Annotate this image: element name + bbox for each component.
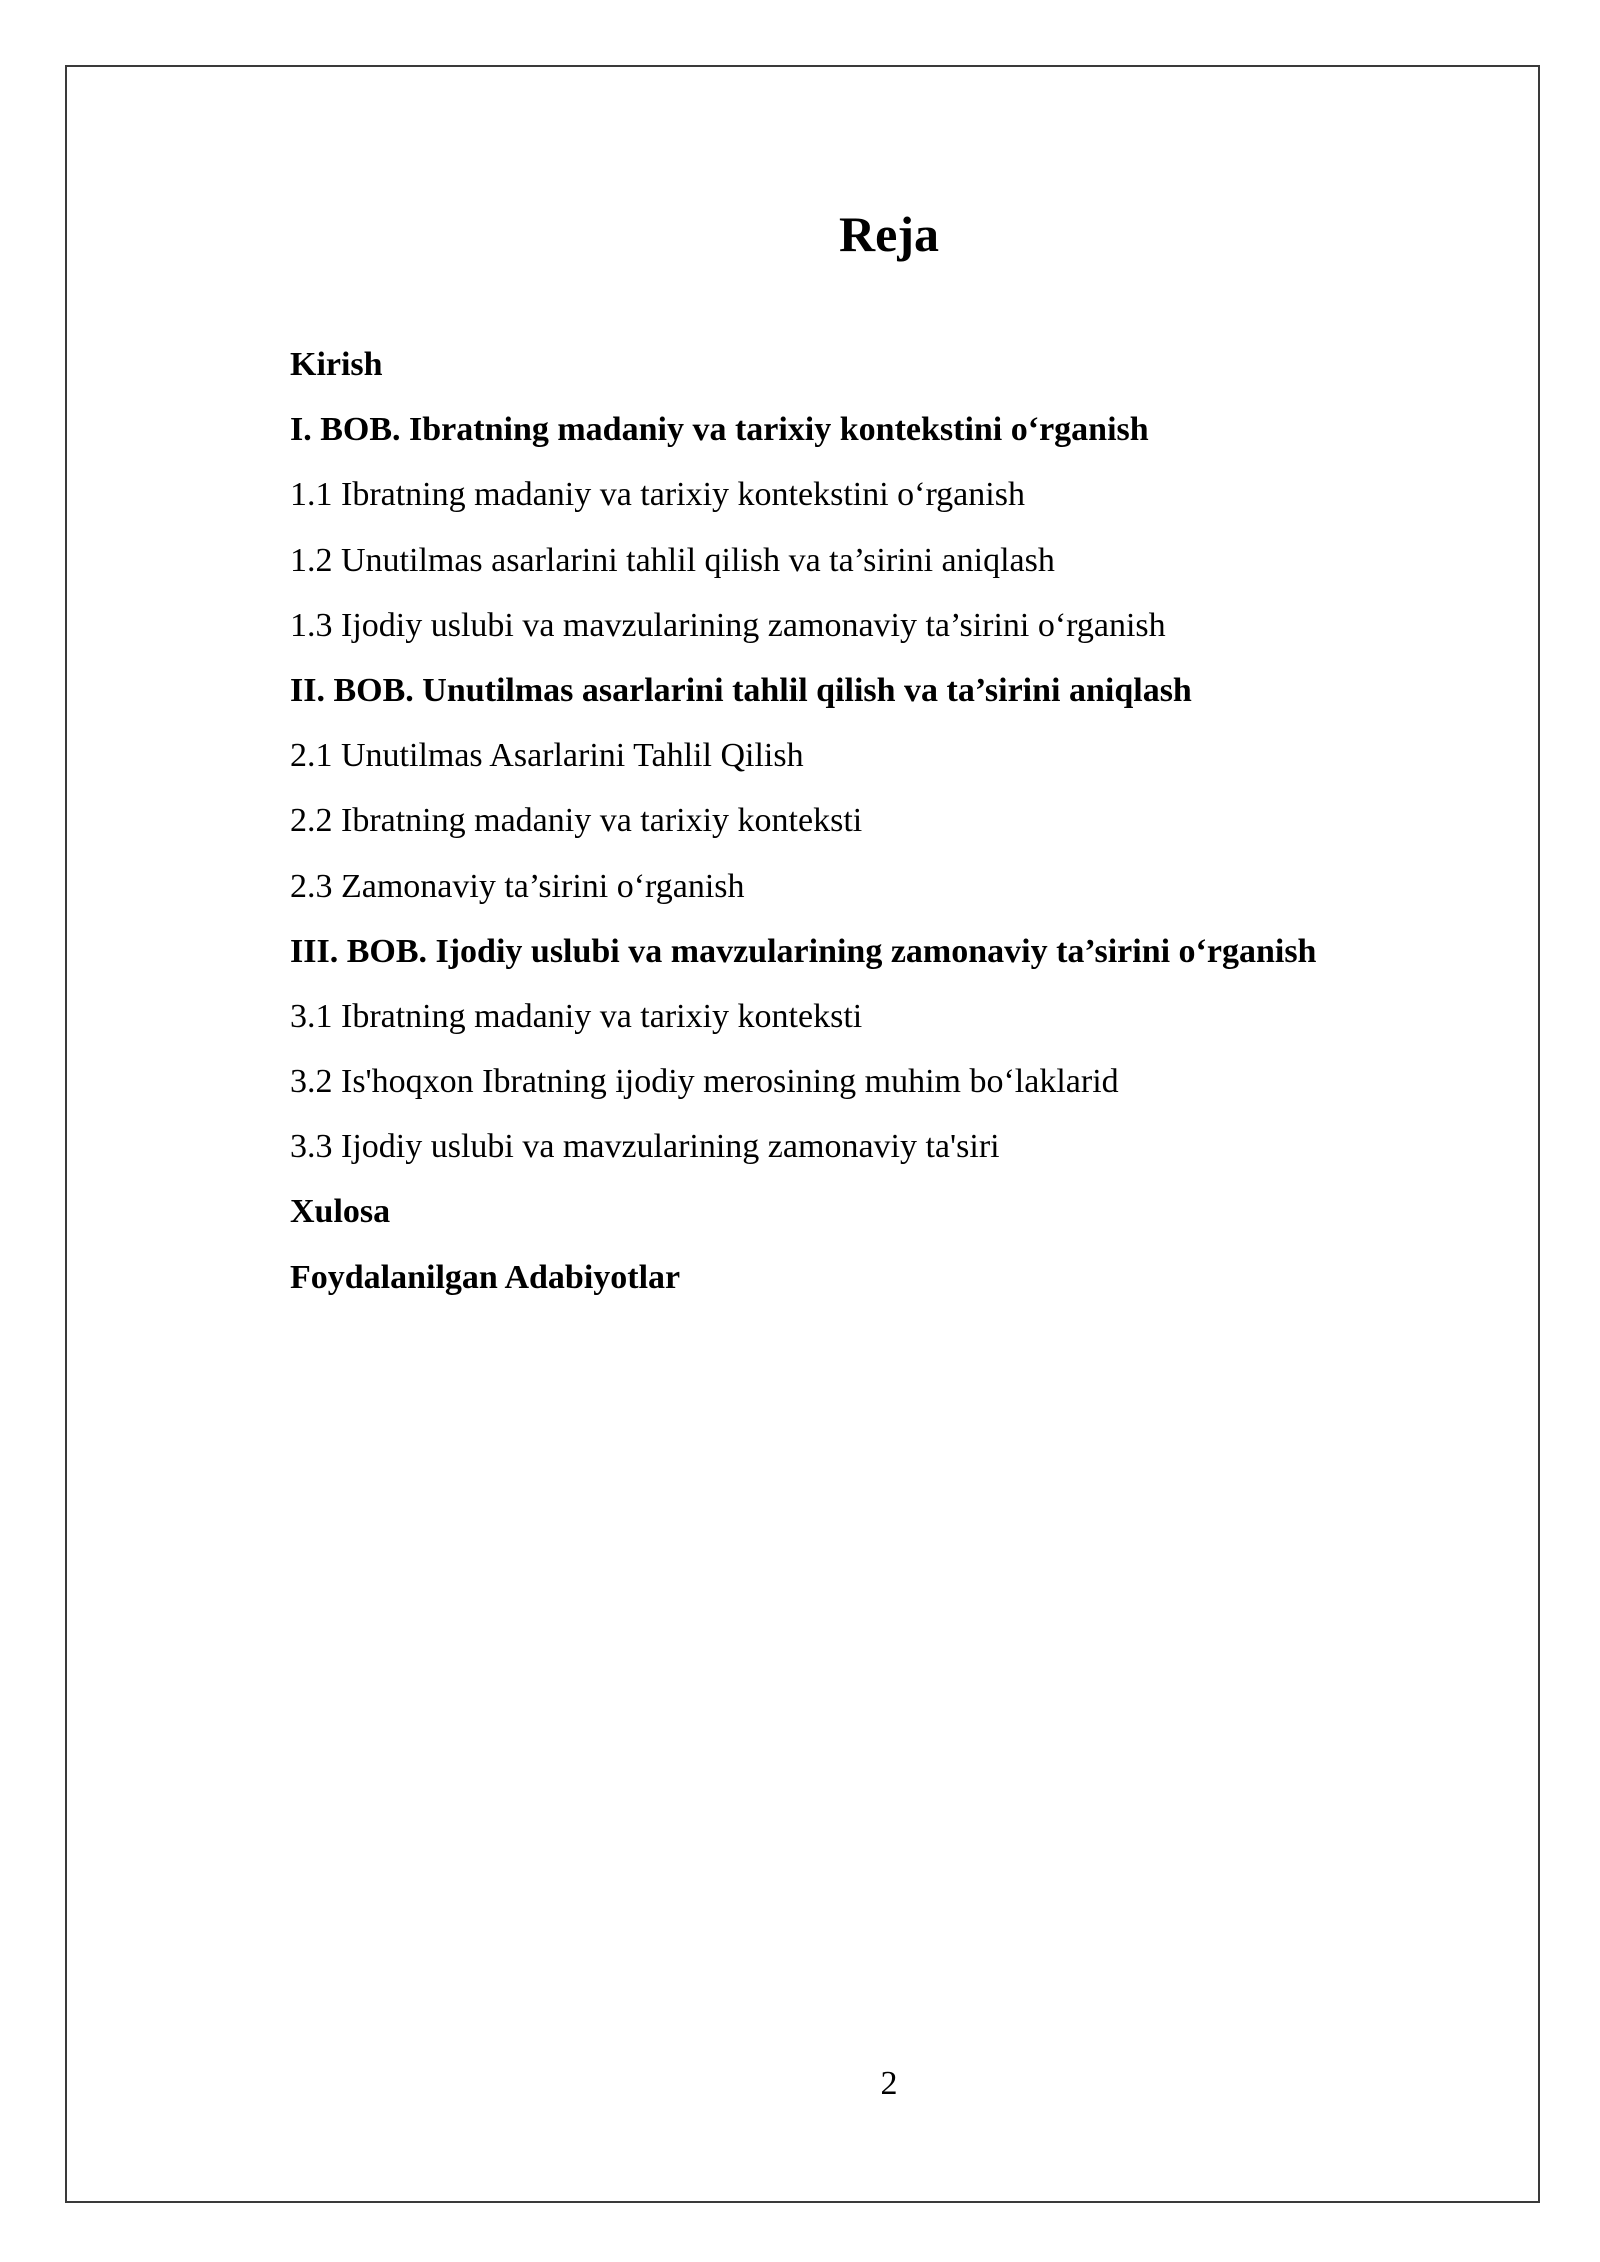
table-of-contents (290, 332, 1490, 1310)
toc-item: 2.3 Zamonaviy ta’sirini o‘rganish (290, 867, 745, 905)
page-number: 2 (880, 2065, 898, 2102)
toc-item: 3.1 Ibratning madaniy va tarixiy konteksti (290, 997, 863, 1035)
toc-item: II. BOB. Unutilmas asarlarini tahlil qilish va ta’sirini aniqlash (290, 671, 1192, 709)
page-title: Reja (839, 206, 939, 262)
toc-item: 2.1 Unutilmas Asarlarini Tahlil Qilish (290, 737, 804, 775)
toc-item: Foydalanilgan Adabiyotlar (290, 1258, 681, 1296)
toc-item: Kirish (290, 346, 383, 383)
toc-item: Xulosa (290, 1193, 391, 1231)
toc-item: 3.2 Is'hoqxon Ibratning ijodiy merosining muhim bo‘laklarid (290, 1063, 1119, 1101)
toc-item: 1.1 Ibratning madaniy va tarixiy kontekstini o‘rganish (290, 476, 1025, 514)
toc-item: 1.2 Unutilmas asarlarini tahlil qilish va ta’sirini aniqlash (290, 541, 1055, 579)
toc-item: 1.3 Ijodiy uslubi va mavzularining zamonaviy ta’sirini o‘rganish (290, 606, 1166, 644)
toc-item: 3.3 Ijodiy uslubi va mavzularining zamonaviy ta'siri (290, 1128, 1000, 1166)
toc-item: III. BOB. Ijodiy uslubi va mavzularining zamonaviy ta’sirini o‘rganish (290, 932, 1317, 970)
toc-item: I. BOB. Ibratning madaniy va tarixiy kontekstini o‘rganish (290, 411, 1149, 449)
toc-item: 2.2 Ibratning madaniy va tarixiy konteksti (290, 802, 863, 840)
